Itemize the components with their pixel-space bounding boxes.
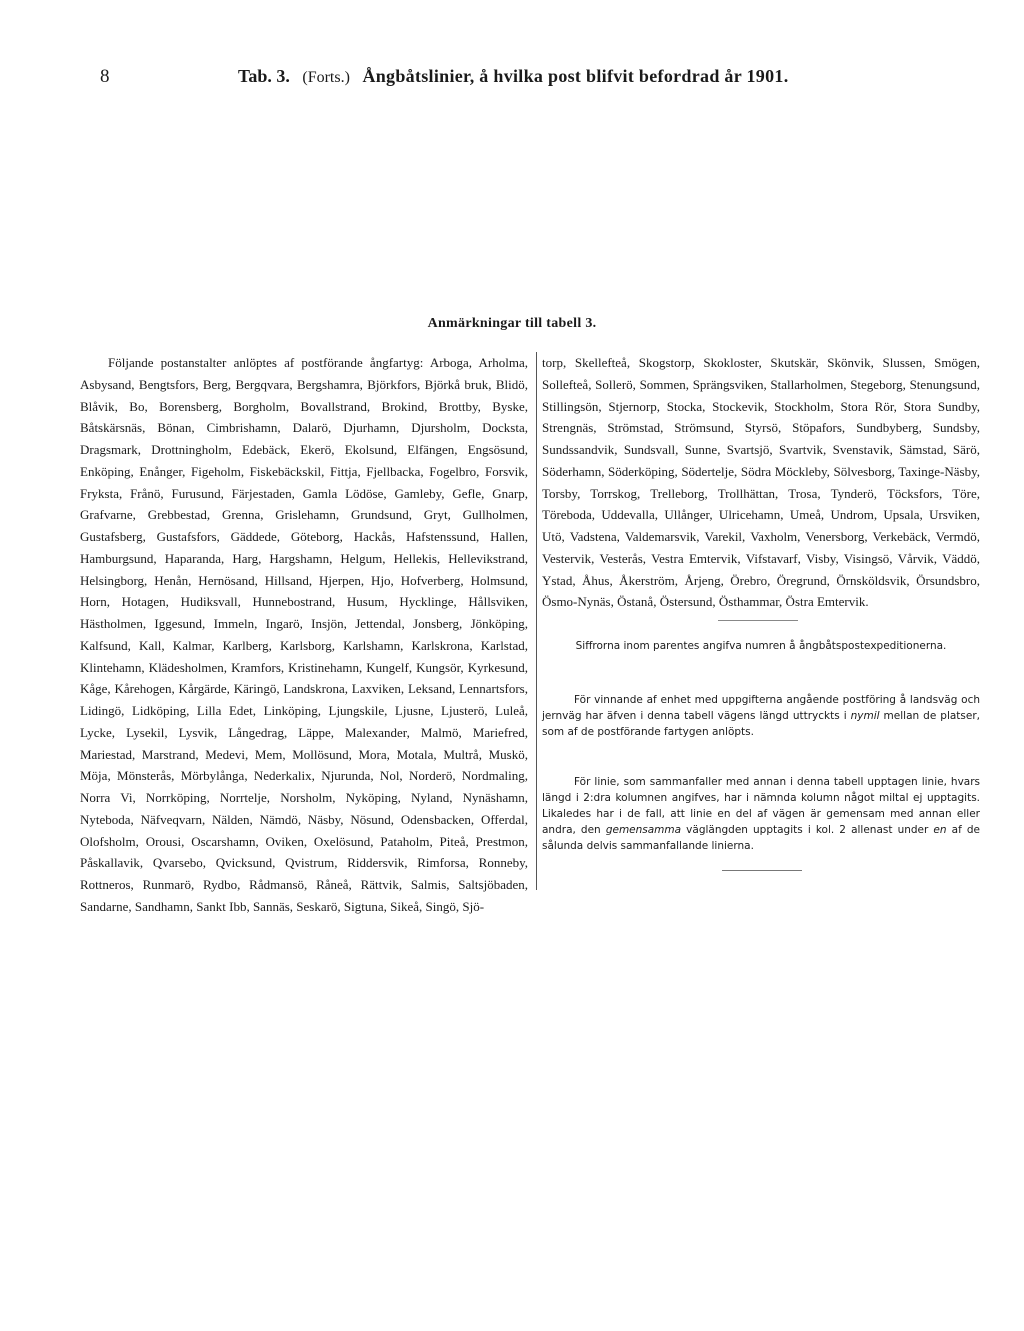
remarks-right-column: torp, Skellefteå, Skogstorp, Skokloster, Skutskär, Skönvik, Slussen, Smögen, Sollefteå, Sollerö, Sommen, Sprängsviken, Stallarholmen, Stegeborg, Stenungsund, Stillingsön, Stjernorp, Stocka, Stockevik, Stockholm, Stora Rör, Stora Sundby, Strengnäs, Strömstad, Strömsund, Styrsö, Stöpafors, Sundbyberg, Sundsby, Sundssandvik, Sundsvall, Sunne, Svartsjö, Svartvik, Svenstavik, Sämstad, Särö, Söderhamn, Söderköping, Södertelje, Södra Möckleby, Sölvesborg, Taxinge-Näsby, Torsby, Torrskog, Trelleborg, Trollhättan, Trosa, Tynderö, Töcksfors, Töre, Töreboda, Uddevalla, Ullånger, Ulricehamn, Umeå, Undrom, Upsala, Ursviken, Utö, Vadstena, Valdemarsvik, Varekil, Vaxholm, Venersborg, Verkebäck, Vermdö, Vestervik, Vesterås, Vestra Emtervik, Vifstavarf, Visby, Visingsö, Vårvik, Väddö, Ystad, Åhus, Åkerström, Årjeng, Örebro, Öregrund, Örnsköldsvik, Örsundsbro, Ösmo-Nynäs, Östanå, Östersund, Östhammar, Östra Emtervik.: [542, 355, 980, 610]
note-emphasis: en: [933, 824, 947, 836]
note-shared-lines: [542, 774, 980, 854]
notes-block: [542, 638, 980, 854]
note-text: af de sålunda delvis sammanfallande linierna.: [542, 824, 980, 852]
note-distance-units: [542, 692, 980, 740]
page-header: [238, 66, 789, 87]
end-rule: [722, 870, 802, 871]
note-parentheses: Siffrorna inom parentes angifva numren å ångbåtspostexpeditionerna.: [575, 640, 947, 652]
note-text: För linie, som sammanfaller med annan i denna tabell upptagen linie, hvars längd i 2:dra kolumnen angifves, har i nämnda kolumn något miltal ej upptagits. Likaledes har i de fall, att linie en del af vägen är gemensam med annan eller andra, den: [542, 776, 980, 836]
note-emphasis: nymil: [850, 710, 880, 722]
page-title: Ångbåtslinier, å hvilka post blifvit befordrad år 1901.: [362, 66, 789, 86]
page-number: 8: [100, 66, 110, 87]
note-text: mellan de platser, som af de postförande fartygen anlöpts.: [542, 710, 981, 738]
table-number: Tab. 3.: [238, 66, 290, 86]
column-divider: [536, 352, 537, 890]
remarks-heading: Anmärkningar till tabell 3.: [427, 316, 597, 331]
note-text: För vinnande af enhet med uppgifterna angående postföring å landsväg och jernväg har äfven i denna tabell vägens längd uttryckts i: [542, 694, 980, 722]
continuation-label: (Forts.): [302, 69, 350, 86]
note-text: väglängden upptagits i kol. 2 allenast under: [681, 824, 934, 836]
note-emphasis: gemensamma: [605, 824, 682, 836]
remarks-left-column: Följande postanstalter anlöptes af postförande ångfartyg: Arboga, Arholma, Asbysand, Bengtsfors, Berg, Bergqvara, Bergshamra, Björkfors, Björkå bruk, Blidö, Blåvik, Bo, Borensberg, Borgholm, Bovallstrand, Brokind, Brottby, Byske, Båtskärsnäs, Bönan, Cimbrishamn, Dalarö, Djurhamn, Djursholm, Docksta, Dragsmark, Drottningholm, Edebäck, Ekerö, Ekolsund, Elfängen, Engsösund, Enköping, Enånger, Figeholm, Fiskebäckskil, Fittja, Fjellbacka, Fogelbro, Forsvik, Fryksta, Frånö, Furusund, Färjestaden, Gamla Lödöse, Gamleby, Gefle, Gnarp, Grafvarne, Grebbestad, Grenna, Grislehamn, Grundsund, Gryt, Gullholmen, Gustafsberg, Gustafsfors, Gäddede, Göteborg, Hackås, Hafstenssund, Hallen, Hamburgsund, Haparanda, Harg, Hargshamn, Helgum, Hellekis, Hellevikstrand, Helsingborg, Henån, Hernösand, Hillsand, Hjerpen, Hjo, Hofverberg, Holmsund, Horn, Hotagen, Hudiksvall, Hunnebostrand, Husum, Hycklinge, Hållsviken, Hästholmen, Iggesund, Immeln, Ingarö, Insjön, Jettendal, Jonsberg, Jönköping, Kalfsund, Kall, Kalmar, Karlberg, Karlsborg, Karlshamn, Karlskrona, Karlstad, Klintehamn, Klädesholmen, Kramfors, Kristinehamn, Kungelf, Kungsör, Kyrkesund, Kåge, Kårehogen, Kårgärde, Käringö, Landskrona, Laxviken, Leksand, Lennartsfors, Lidingö, Lidköping, Lilla Edet, Linköping, Ljungskile, Ljusne, Ljusterö, Luleå, Lycke, Lysekil, Lysvik, Långedrag, Läppe, Malexander, Malmö, Mariefred, Mariestad, Marstrand, Medevi, Mem, Mollösund, Mora, Motala, Multrå, Muskö, Möja, Mönsterås, Mörbylånga, Nederkalix, Njurunda, Nol, Norderö, Nordmaling, Norra Vi, Norrköping, Norrtelje, Norsholm, Nyköping, Nyland, Nynäshamn, Nyteboda, Näfveqvarn, Nälden, Nämdö, Näsby, Nösund, Odensbacken, Offerdal, Olofsholm, Orousi, Oscarshamn, Oviken, Oxelösund, Pataholm, Piteå, Prestmon, Påskallavik, Qvarsebo, Qvicksund, Qvistrum, Riddersvik, Rimforsa, Ronneby, Rottneros, Runmarö, Rydbo, Rådmansö, Råneå, Rättvik, Salmis, Saltsjöbaden, Sandarne, Sandhamn, Sankt Ibb, Sannäs, Seskarö, Sigtuna, Sikeå, Singö, Sjö-: [80, 355, 528, 914]
separator-rule: [718, 620, 798, 621]
